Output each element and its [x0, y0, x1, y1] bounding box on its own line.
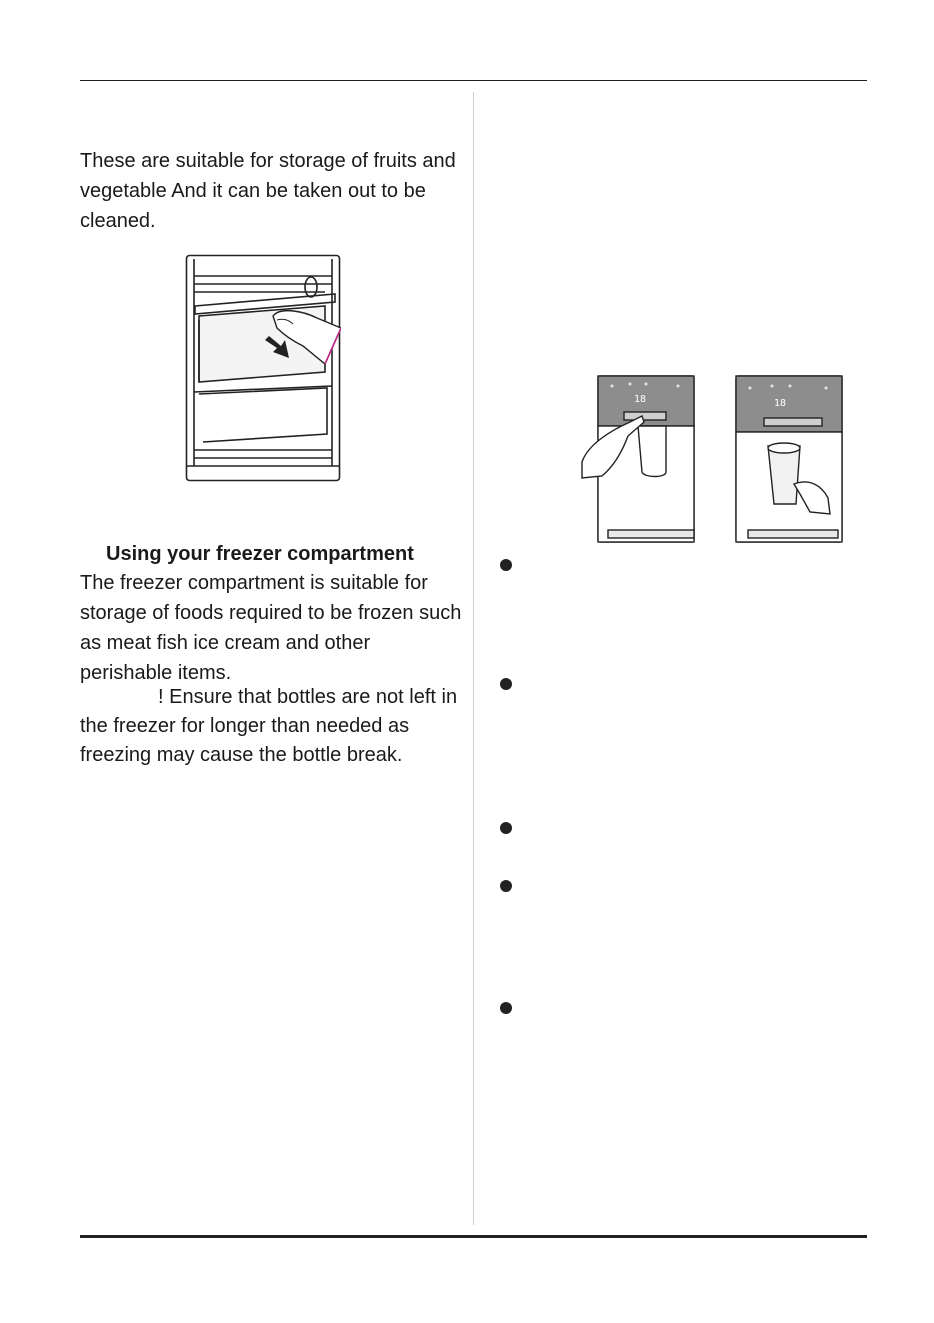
bullet-3 [500, 822, 512, 834]
water-dispenser-illustration [578, 374, 844, 548]
dispenser-display-right: 18 [774, 398, 787, 409]
bullet-2 [500, 678, 512, 690]
bullet-5 [500, 1002, 512, 1014]
dispenser-display-left: 18 [634, 394, 647, 405]
freezer-section-heading: Using your freezer compartment [106, 543, 414, 565]
bottle-warning [80, 683, 465, 770]
warning-text: ! Ensure that bottles are not left in the freezer for longer than needed as freezing may cause the bottle break. [80, 686, 458, 766]
bullet-4 [500, 880, 512, 892]
footer-rule [80, 1235, 867, 1238]
crisper-drawer-illustration [185, 254, 341, 482]
bullet-1 [500, 559, 512, 571]
freezer-description: The freezer compartment is suitable for storage of foods required to be frozen such as meat fish ice cream and other perishable items. [80, 572, 462, 684]
column-divider [473, 92, 474, 1225]
header-rule [80, 80, 867, 81]
crisper-description: These are suitable for storage of fruits and vegetable And it can be taken out to be cleaned. [80, 150, 456, 232]
